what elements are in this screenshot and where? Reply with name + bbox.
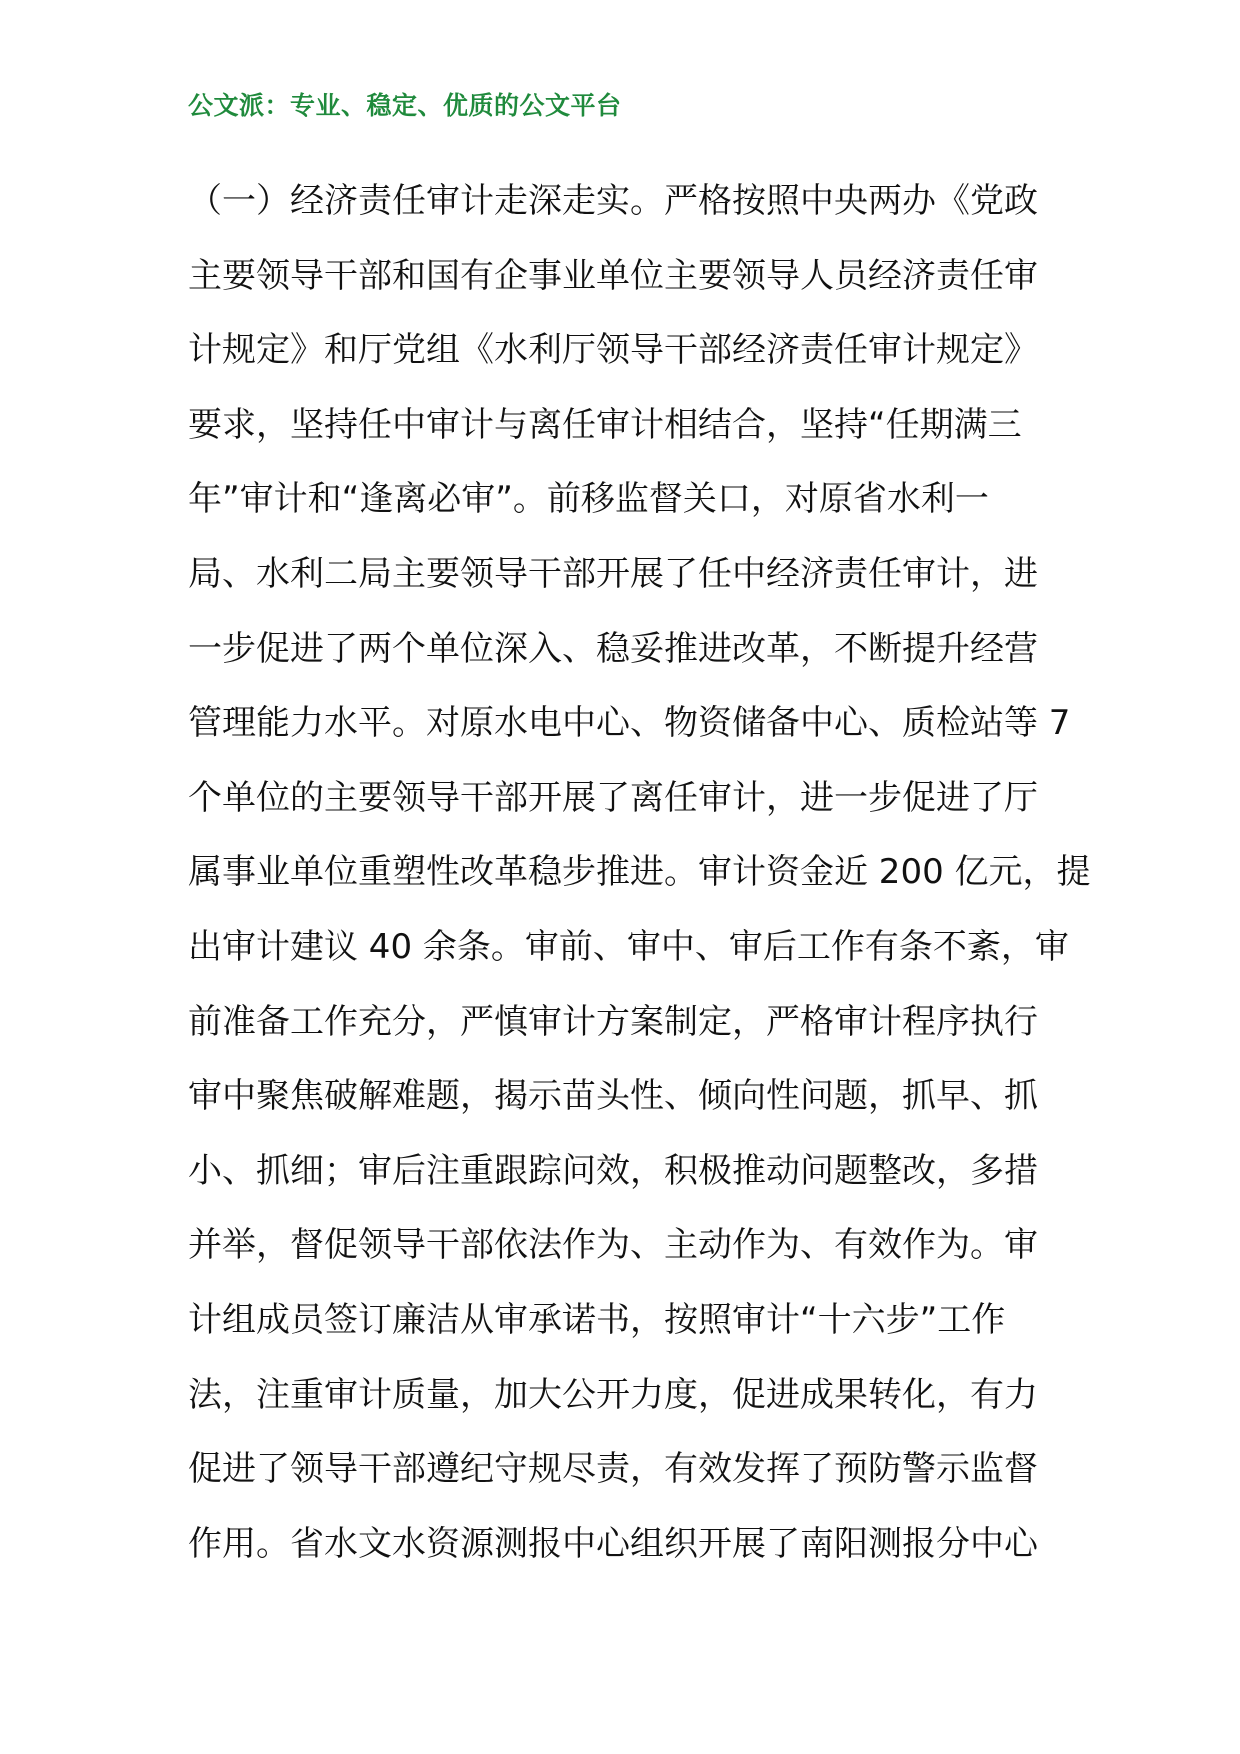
text-line: 计规定》和厅党组《水利厅领导干部经济责任审计规定》: [188, 330, 1038, 371]
text-line: 局、水利二局主要领导干部开展了任中经济责任审计，进: [188, 553, 1038, 594]
text-line: 作用。省水文水资源测报中心组织开展了南阳测报分中心: [188, 1523, 1038, 1564]
text-line: 并举，督促领导干部依法作为、主动作为、有效作为。审: [188, 1225, 1038, 1266]
text-line: 法，注重审计质量，加大公开力度，促进成果转化，有力: [188, 1374, 1038, 1415]
text-line: 属事业单位重塑性改革稳步推进。审计资金近 200 亿元，提: [188, 852, 1091, 893]
text-line: 要求，坚持任中审计与离任审计相结合，坚持“任期满三: [188, 404, 1022, 445]
text-line: 一步促进了两个单位深入、稳妥推进改革，不断提升经营: [188, 628, 1038, 669]
text-line: （一）经济责任审计走深走实。严格按照中央两办《党政: [188, 181, 1038, 221]
text-line: 计组成员签订廉洁从审承诺书，按照审计“十六步”工作: [188, 1299, 1006, 1340]
text-line: 前准备工作充分，严慎审计方案制定，严格审计程序执行: [188, 1001, 1038, 1042]
text-line: 小、抓细；审后注重跟踪问效，积极推动问题整改，多措: [188, 1150, 1038, 1191]
text-line: 审中聚焦破解难题，揭示苗头性、倾向性问题，抓早、抓: [188, 1076, 1038, 1117]
page-header-title: 公文派：专业、稳定、优质的公文平台: [188, 91, 622, 120]
text-line: 出审计建议 40 余条。审前、审中、审后工作有条不紊，审: [188, 926, 1069, 967]
text-line: 促进了领导干部遵纪守规尽责，有效发挥了预防警示监督: [188, 1449, 1038, 1490]
text-line: 管理能力水平。对原水电中心、物资储备中心、质检站等 7: [188, 703, 1071, 744]
body-paragraph: [188, 164, 1091, 1581]
text-line: 年”审计和“逢离必审”。前移监督关口，对原省水利一: [188, 479, 989, 520]
text-line: 主要领导干部和国有企事业单位主要领导人员经济责任审: [188, 255, 1038, 296]
text-line: 个单位的主要领导干部开展了离任审计，进一步促进了厅: [188, 777, 1038, 818]
